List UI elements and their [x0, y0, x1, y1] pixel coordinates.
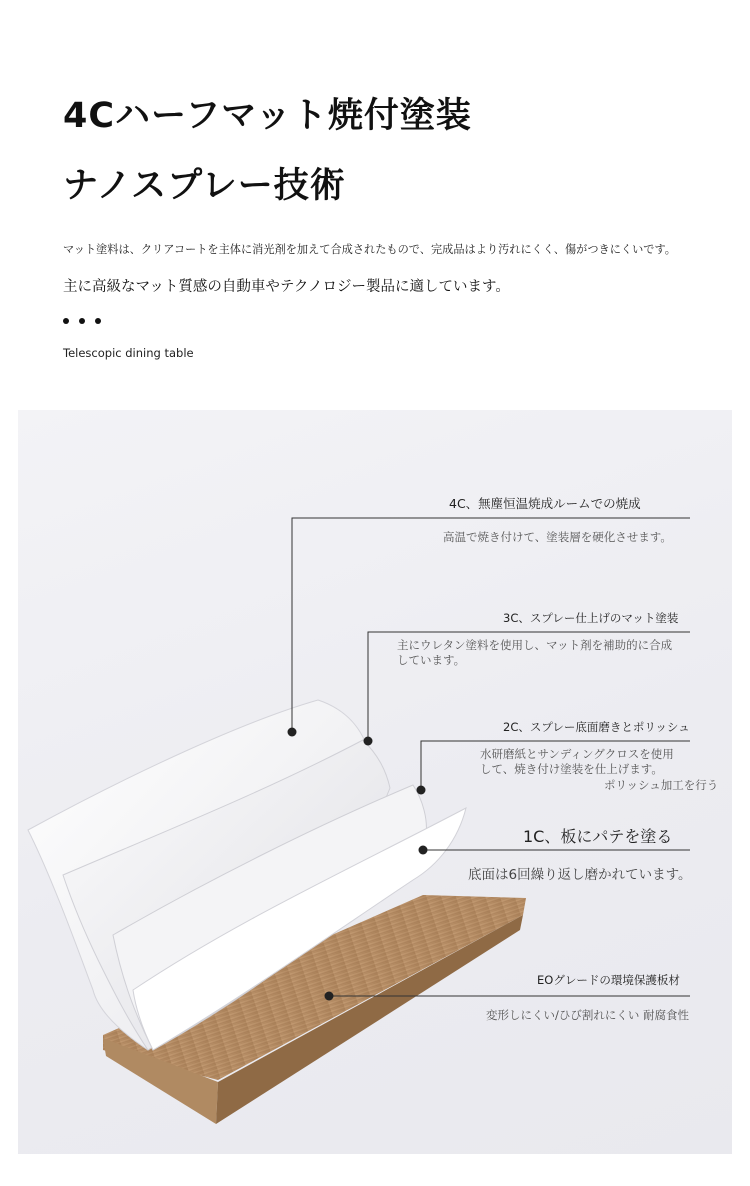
layer-1c-desc: 底面は6回繰り返し磨かれています。 — [468, 867, 692, 883]
layer-3c-title: 3C、スプレー仕上げのマット塗装 — [503, 611, 679, 625]
layer-1c-title: 1C、板にパテを塗る — [523, 827, 673, 846]
board-desc: 変形しにくい/ひび割れにくい 耐腐食性 — [486, 1008, 690, 1022]
layer-4c-desc: 高温で焼き付けて、塗装層を硬化させます。 — [443, 530, 672, 544]
description-text-2: 主に高級なマット質感の自動車やテクノロジー製品に適しています。 — [63, 279, 510, 295]
layer-diagram-panel — [18, 410, 732, 1154]
layer-2c-desc-line3: ポリッシュ加工を行う — [604, 778, 719, 792]
layer-3c-desc-line1: 主にウレタン塗料を使用し、マット剤を補助的に合成 — [397, 638, 673, 652]
layer-2c-desc-line1: 水研磨紙とサンディングクロスを使用 — [480, 747, 674, 761]
board-title: EOグレードの環境保護板材 — [537, 973, 680, 987]
product-tagline: Telescopic dining table — [63, 346, 194, 360]
dot-icon — [95, 318, 101, 324]
page-title-line1: 4Cハーフマット焼付塗装 — [63, 96, 472, 136]
dot-icon — [79, 318, 85, 324]
layer-4c-title: 4C、無塵恒温焼成ルームでの焼成 — [449, 496, 641, 511]
layer-3c-desc-line2: しています。 — [397, 653, 466, 667]
page-title-line2: ナノスプレー技術 — [63, 166, 346, 206]
dots-decoration — [63, 318, 101, 324]
dot-icon — [63, 318, 69, 324]
layer-2c-desc-line2: して、焼き付け塗装を仕上げます。 — [480, 762, 663, 776]
description-text: マット塗料は、クリアコートを主体に消光剤を加えて合成されたもので、完成品はより汚れにくく、傷がつきにくいです。 — [63, 243, 676, 256]
layer-2c-title: 2C、スプレー底面磨きとポリッシュ — [503, 720, 690, 734]
